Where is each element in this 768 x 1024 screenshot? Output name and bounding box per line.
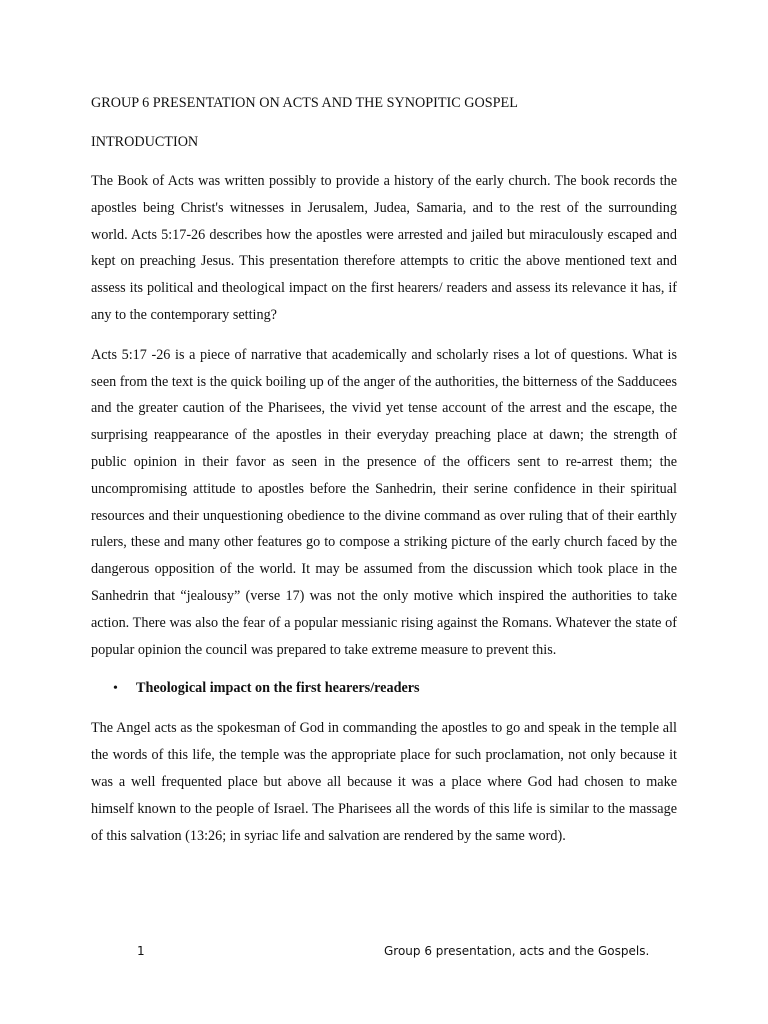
narrative-paragraph: Acts 5:17 -26 is a piece of narrative that academically and scholarly rises a lot of questions. What is seen from the text is the quick boiling up of the anger of the authorities, the bitterness of the Sadducees and the greater caution of the Pharisees, the vivid yet tense account of the arrest and the escape, the surprising reappearance of the apostles in their everyday preaching place at dawn; the strength of public opinion in their favor as seen in the presence of the officers sent to re-arrest them; the uncompromising attitude to apostles before the Sanhedrin, their serine confidence in their spiritual resources and their unquestioning obedience to the divine command as over ruling that of their earthly rulers, these and many other features go to compose a striking picture of the early church faced by the dangerous opposition of the world. It may be assumed from the discussion which took place in the Sanhedrin that “jealousy” (verse 17) was not the only motive which inspired the authorities to take action. There was also the fear of a popular messianic rising against the Romans. Whatever the state of popular opinion the council was prepared to take extreme measure to prevent this.: [91, 346, 677, 658]
intro-paragraph: The Book of Acts was written possibly to provide a history of the early church. The book records the apostles being Christ's witnesses in Jerusalem, Judea, Samaria, and to the rest of the surrounding world. Acts 5:17-26 describes how the apostles were arrested and jailed but miraculously escaped and kept on preaching Jesus. This presentation therefore attempts to critic the above mentioned text and assess its political and theological impact on the first hearers/ readers and assess its relevance it has, if any to the contemporary setting?: [91, 173, 677, 323]
bullet-icon: •: [113, 681, 118, 697]
page-footer: [0, 940, 768, 964]
bullet-item: [91, 675, 677, 702]
theological-impact-heading: Theological impact on the first hearers/readers: [136, 680, 420, 697]
introduction-heading: INTRODUCTION: [91, 134, 199, 150]
footer-page-number: 1: [137, 944, 145, 958]
document-title: GROUP 6 PRESENTATION ON ACTS AND THE SYNOPITIC GOSPEL: [91, 95, 518, 111]
theological-paragraph: The Angel acts as the spokesman of God in commanding the apostles to go and speak in the temple all the words of this life, the temple was the appropriate place for such proclamation, not only because it was a well frequented place but above all because it was a place where God had chosen to make himself known to the people of Israel. The Pharisees all the words of this life is similar to the massage of this salvation (13:26; in syriac life and salvation are rendered by the same word).: [91, 720, 677, 844]
document-body: [91, 90, 677, 849]
footer-text: Group 6 presentation, acts and the Gospels.: [384, 944, 650, 958]
